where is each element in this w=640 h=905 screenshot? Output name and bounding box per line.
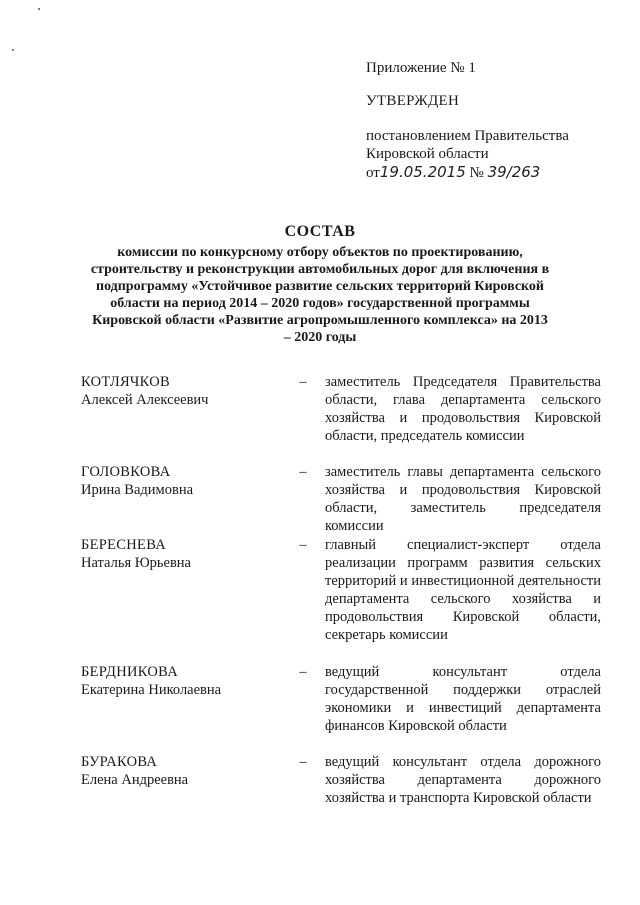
approved-label: УТВЕРЖДЕН [366,93,460,109]
member-given-name: Елена Андреевна [81,772,189,788]
member-given-name: Алексей Алексеевич [81,392,209,408]
member-name [81,536,281,572]
member-surname: КОТЛЯЧКОВ [81,374,170,390]
member-role: ведущий консультант отдела дорожного хозяйства департамента дорожного хозяйства и транспорта Кировской области [325,754,601,806]
member-dash: – [299,664,307,680]
member-surname: ГОЛОВКОВА [81,464,171,480]
member-role: заместитель главы департамента сельского хозяйства и продовольствия Кировской области, заместитель председателя комиссии [325,464,601,534]
title-block [90,223,550,346]
member-given-name: Наталья Юрьевна [81,555,191,571]
member-role: ведущий консультант отдела государственной поддержки отраслей экономики и инвестиций департамента финансов Кировской области [325,664,601,734]
member-name [81,373,281,409]
member-name [81,663,281,699]
document-subtitle: комиссии по конкурсному отбору объектов по проектированию, строительству и реконструкции автомобильных дорог для включения в подпрограмму «Устойчивое развитие сельских территорий Кировской области на период 2014 – 2020 годов» государственной программы Кировской области «Развитие агропромышленного комплекса» на 2013 – 2020 годы [90,245,550,345]
member-dash: – [299,754,307,770]
document-title: СОСТАВ [284,223,356,240]
member-given-name: Екатерина Николаевна [81,682,222,698]
member-name [81,753,281,789]
decree-prefix: от [366,165,380,181]
member-given-name: Ирина Вадимовна [81,482,194,498]
member-dash: – [299,374,307,390]
decree-line-2: Кировской области [366,146,489,162]
member-dash: – [299,537,307,553]
decree-date-handwritten: 19.05.2015 [379,163,466,181]
member-role: заместитель Председателя Правительства области, глава департамента сельского хозяйства и продовольствия Кировской области, председатель комиссии [325,374,601,444]
decree-number-handwritten: 39/263 [487,163,541,181]
decree-number-label: № [469,165,484,181]
member-surname: БЕРЕСНЕВА [81,537,167,553]
appendix-label: Приложение № 1 [366,60,476,76]
member-name [81,463,281,499]
decree-line-3 [366,163,569,182]
member-surname: БЕРДНИКОВА [81,664,179,680]
scan-speck [38,8,40,10]
scan-speck [12,49,14,51]
decree-reference [366,127,569,182]
decree-line-1: постановлением Правительства [366,128,569,144]
member-dash: – [299,464,307,480]
member-surname: БУРАКОВА [81,754,158,770]
member-role: главный специалист-эксперт отдела реализации программ развития сельских территорий и инвестиционной деятельности департамента сельского хозяйства и продовольствия Кировской области, секретарь комиссии [325,537,601,643]
